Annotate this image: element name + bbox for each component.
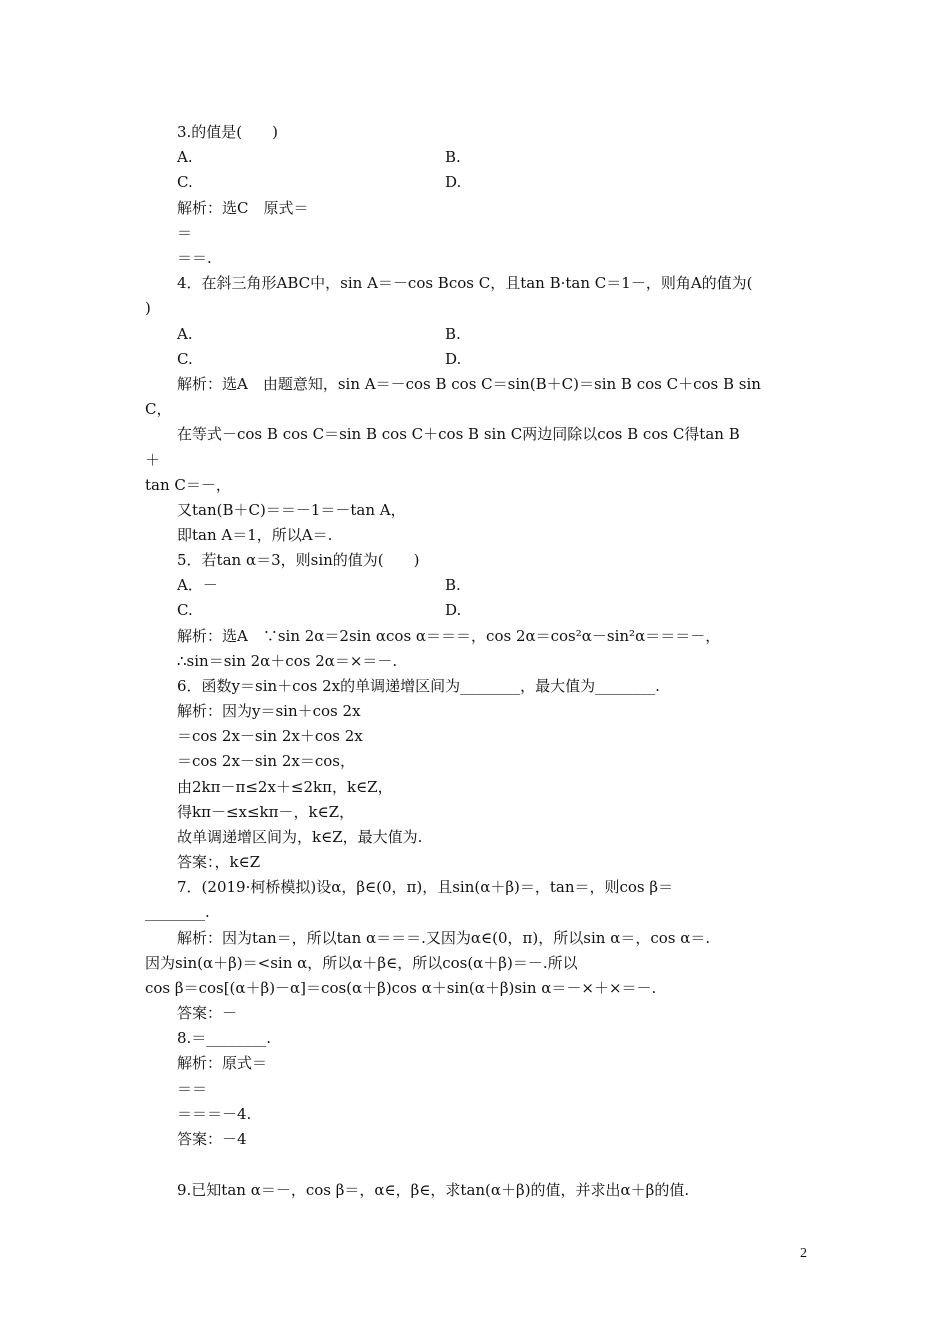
text-line: 答案：－4 <box>177 1130 247 1148</box>
text-line: ＝＝. <box>177 249 212 267</box>
text-line: 解析：选A 由题意知，sin A＝－cos B cos C＝sin(B＋C)＝sin B cos C＋cos B sin <box>177 375 761 393</box>
text-line: 解析：因为y＝sin＋cos 2x <box>177 702 361 720</box>
text-line: 解析：选C 原式＝ <box>177 199 309 217</box>
text-line: A. <box>177 325 193 343</box>
text-line: D. <box>445 173 462 191</box>
text-line: 9.已知tan α＝－，cos β＝，α∈，β∈，求tan(α＋β)的值，并求出α＋β的值. <box>177 1181 690 1199</box>
text-line: 因为sin(α＋β)＝<sin α，所以α＋β∈，所以cos(α＋β)＝－.所以 <box>145 954 578 972</box>
text-line: ) <box>145 299 151 317</box>
text-line: 解析：原式＝ <box>177 1054 268 1072</box>
text-line: ＝cos 2x－sin 2x＝cos， <box>177 752 355 770</box>
text-line: 3.的值是( ) <box>177 123 279 141</box>
text-line: 由2kπ－π≤2x＋≤2kπ，k∈Z， <box>177 778 393 796</box>
text-line: cos β＝cos[(α＋β)－α]＝cos(α＋β)cos α＋sin(α＋β)sin α＝－×＋×＝－. <box>145 979 657 997</box>
text-line: ＝＝ <box>177 1080 208 1098</box>
text-line: 8.＝________. <box>177 1029 272 1047</box>
text-line: C. <box>177 350 193 368</box>
page-number: 2 <box>800 1246 807 1261</box>
text-line: ＝ <box>177 224 193 242</box>
text-line: D. <box>445 601 462 619</box>
text-line: tan C＝－， <box>145 476 231 494</box>
text-line: C. <box>177 173 193 191</box>
text-line: 答案：，k∈Z <box>177 853 261 871</box>
text-line: ＋ <box>145 451 161 469</box>
text-line: C， <box>145 400 172 418</box>
text-line: A. <box>177 148 193 166</box>
text-line: B. <box>445 576 461 594</box>
text-line: 答案：－ <box>177 1004 238 1022</box>
text-line: D. <box>445 350 462 368</box>
text-line: 解析：选A ∵sin 2α＝2sin αcos α＝＝＝，cos 2α＝cos²α－sin²α＝＝＝－， <box>177 627 721 645</box>
text-line: 即tan A＝1，所以A＝. <box>177 526 333 544</box>
text-line: 在等式－cos B cos C＝sin B cos C＋cos B sin C两边同除以cos B cos C得tan B <box>177 425 740 443</box>
text-line: 6．函数y＝sin＋cos 2x的单调递增区间为________，最大值为________. <box>177 677 660 695</box>
text-line: ∴sin＝sin 2α＋cos 2α＝×＝－. <box>177 652 398 670</box>
text-line: B. <box>445 325 461 343</box>
text-line: ＝cos 2x－sin 2x＋cos 2x <box>177 727 363 745</box>
text-line: ＝＝＝－4. <box>177 1105 252 1123</box>
text-line: 解析：因为tan＝，所以tan α＝＝＝.又因为α∈(0，π)，所以sin α＝，cos α＝. <box>177 929 711 947</box>
text-line: 7．(2019·柯桥模拟)设α，β∈(0，π)，且sin(α＋β)＝，tan＝，则cos β＝ <box>177 878 674 896</box>
text-line: C. <box>177 601 193 619</box>
text-line: B. <box>445 148 461 166</box>
text-line: 故单调递增区间为，k∈Z，最大值为. <box>177 828 423 846</box>
text-line: 5．若tan α＝3，则sin的值为( ) <box>177 551 420 569</box>
text-line: 得kπ－≤x≤kπ－，k∈Z， <box>177 803 355 821</box>
text-line: 4．在斜三角形ABC中，sin A＝－cos Bcos C，且tan B·tan C＝1－，则角A的值为( <box>177 274 753 292</box>
text-line: 又tan(B＋C)＝＝－1＝－tan A， <box>177 501 406 519</box>
text-line: A．－ <box>177 576 218 594</box>
text-line: ________. <box>145 903 210 921</box>
